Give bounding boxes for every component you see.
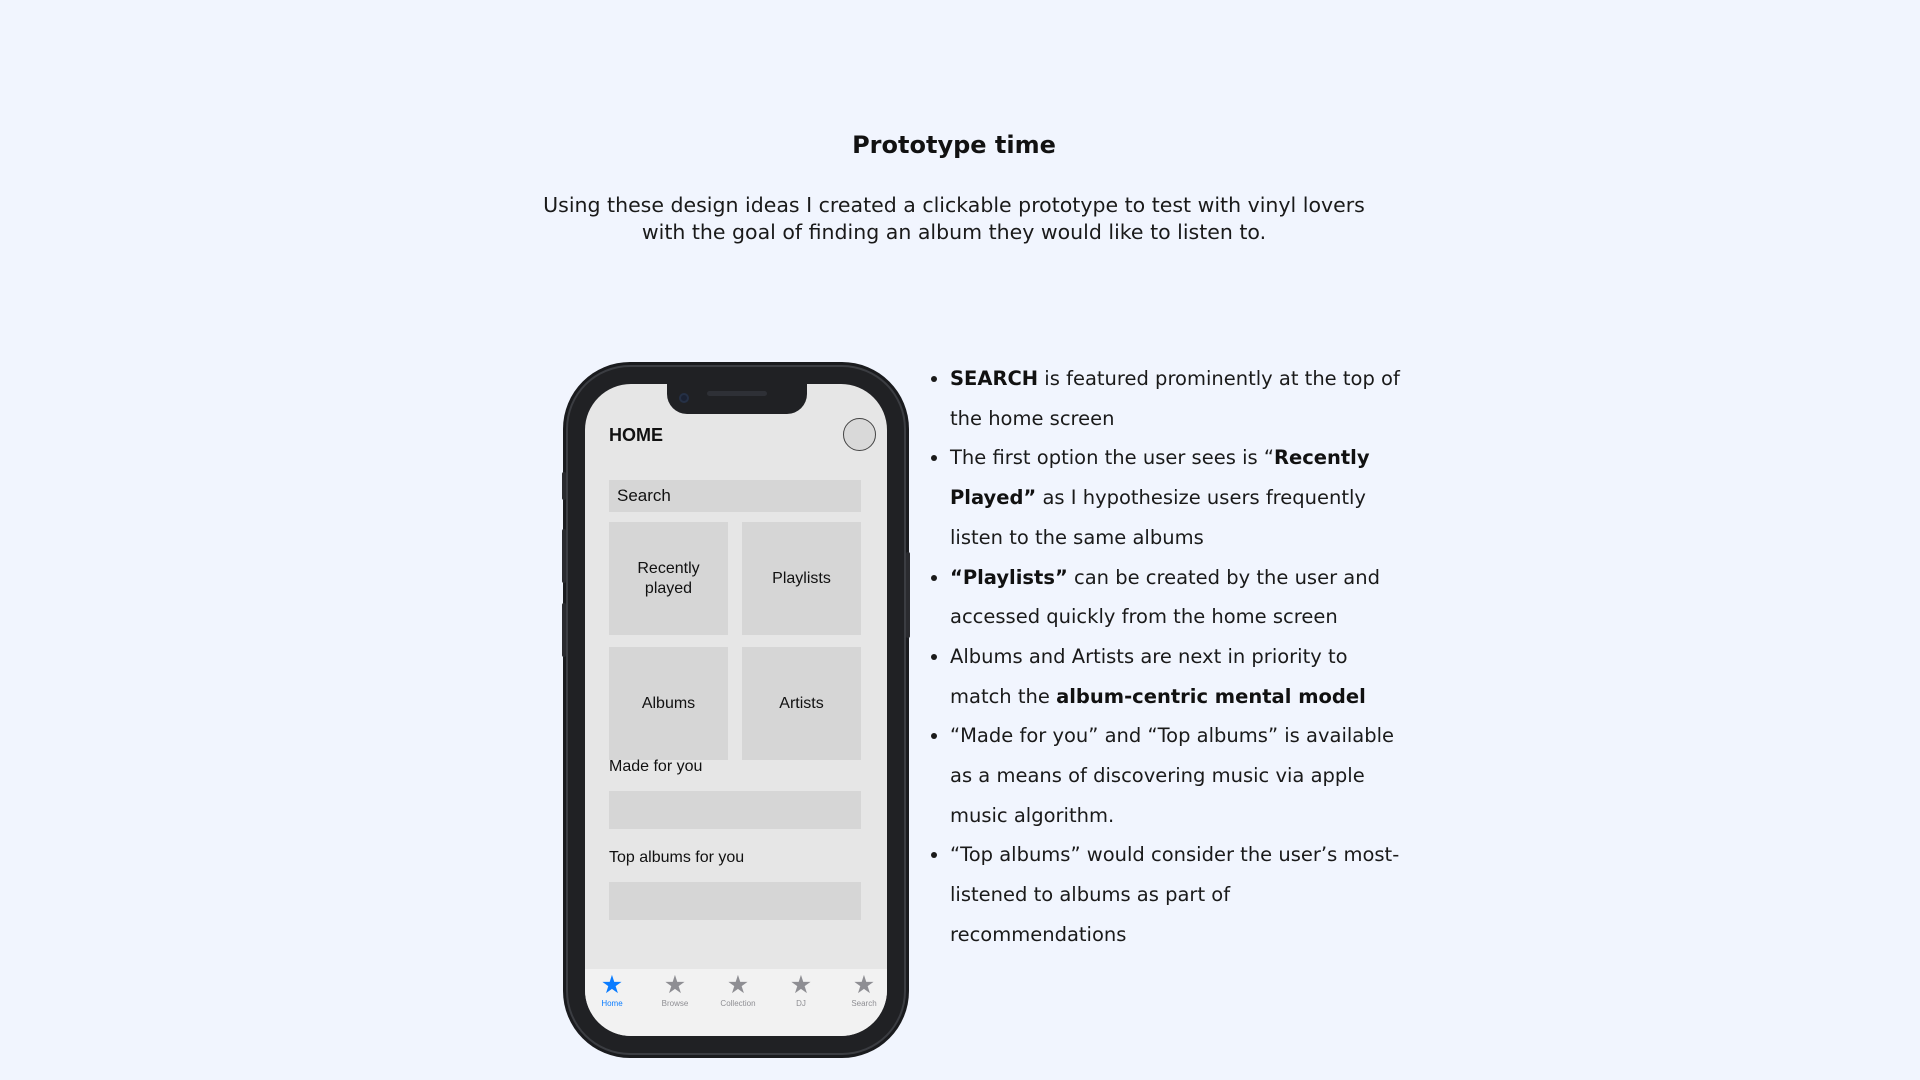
tab-label: DJ	[796, 999, 806, 1008]
bold-text: SEARCH	[950, 367, 1039, 390]
intro-line: with the goal of finding an album they would like to listen to.	[641, 220, 1267, 244]
tab-browse[interactable]	[645, 971, 705, 1009]
phone-volume-up-button	[562, 529, 566, 583]
design-notes-list	[920, 359, 1410, 955]
top-albums-label: Top albums for you	[609, 849, 745, 866]
made-for-you-label: Made for you	[609, 758, 703, 775]
text: Albums and Artists are next in priority to match the	[950, 644, 1348, 708]
bold-text: Recently Played”	[950, 446, 1370, 510]
tab-home[interactable]	[585, 971, 642, 1009]
tab-search[interactable]	[834, 971, 887, 1009]
tile-albums[interactable]	[609, 647, 728, 760]
list-item	[950, 438, 1410, 557]
text: The first option the user sees is “	[950, 446, 1274, 470]
text: can be created by the user and accessed quickly from the home screen	[950, 565, 1380, 629]
star-icon: ★	[852, 970, 876, 999]
text: as I hypothesize users frequently listen to the same albums	[950, 486, 1366, 549]
list-item	[950, 835, 1410, 954]
tile-label: Albums	[641, 694, 696, 712]
phone-silent-switch	[562, 472, 566, 500]
made-for-you-carousel[interactable]	[609, 791, 861, 829]
tile-recently-played[interactable]	[609, 522, 728, 635]
tab-label: Browse	[661, 999, 689, 1008]
star-icon: ★	[663, 970, 687, 999]
tile-label: Recently	[637, 559, 700, 577]
phone-screen	[585, 384, 887, 1036]
intro-text	[0, 192, 1908, 246]
text: “Made for you” and “Top albums” is available as a means of discovering music via apple music algorithm.	[950, 724, 1395, 827]
tab-label: Home	[601, 999, 623, 1008]
phone-mockup	[568, 367, 904, 1053]
star-icon: ★	[600, 970, 624, 999]
text: is featured prominently at the top of the home screen	[950, 367, 1400, 430]
home-title: HOME	[609, 425, 663, 445]
camera-icon	[679, 393, 689, 403]
tile-label: played	[644, 579, 693, 597]
intro-line: Using these design ideas I created a clickable prototype to test with vinyl lovers	[543, 193, 1365, 217]
tile-artists[interactable]	[742, 647, 861, 760]
list-item	[950, 716, 1410, 835]
bold-text: album-centric mental model	[1056, 684, 1366, 708]
star-icon: ★	[726, 970, 750, 999]
tab-bar	[585, 969, 887, 1036]
tab-dj[interactable]	[771, 971, 831, 1009]
text: “Top albums” would consider the user’s most-listened to albums as part of recommendations	[950, 843, 1400, 946]
tile-playlists[interactable]	[742, 522, 861, 635]
page-title: Prototype time	[852, 131, 1056, 159]
search-input[interactable]: Search	[609, 480, 861, 512]
top-albums-carousel[interactable]	[609, 882, 861, 920]
profile-avatar[interactable]	[843, 418, 876, 451]
bold-text: “Playlists”	[950, 565, 1068, 589]
speaker-grille	[707, 391, 767, 396]
phone-notch	[667, 384, 807, 414]
phone-volume-down-button	[562, 603, 566, 657]
tab-collection[interactable]	[708, 971, 768, 1009]
tile-label: Playlists	[772, 569, 831, 587]
list-item	[950, 637, 1410, 716]
list-item	[950, 359, 1410, 438]
tab-label: Search	[851, 999, 877, 1008]
star-icon: ★	[789, 970, 813, 999]
list-item	[950, 558, 1410, 637]
tile-label: Artists	[779, 694, 824, 712]
phone-power-button	[906, 552, 910, 638]
tab-label: Collection	[720, 999, 756, 1008]
